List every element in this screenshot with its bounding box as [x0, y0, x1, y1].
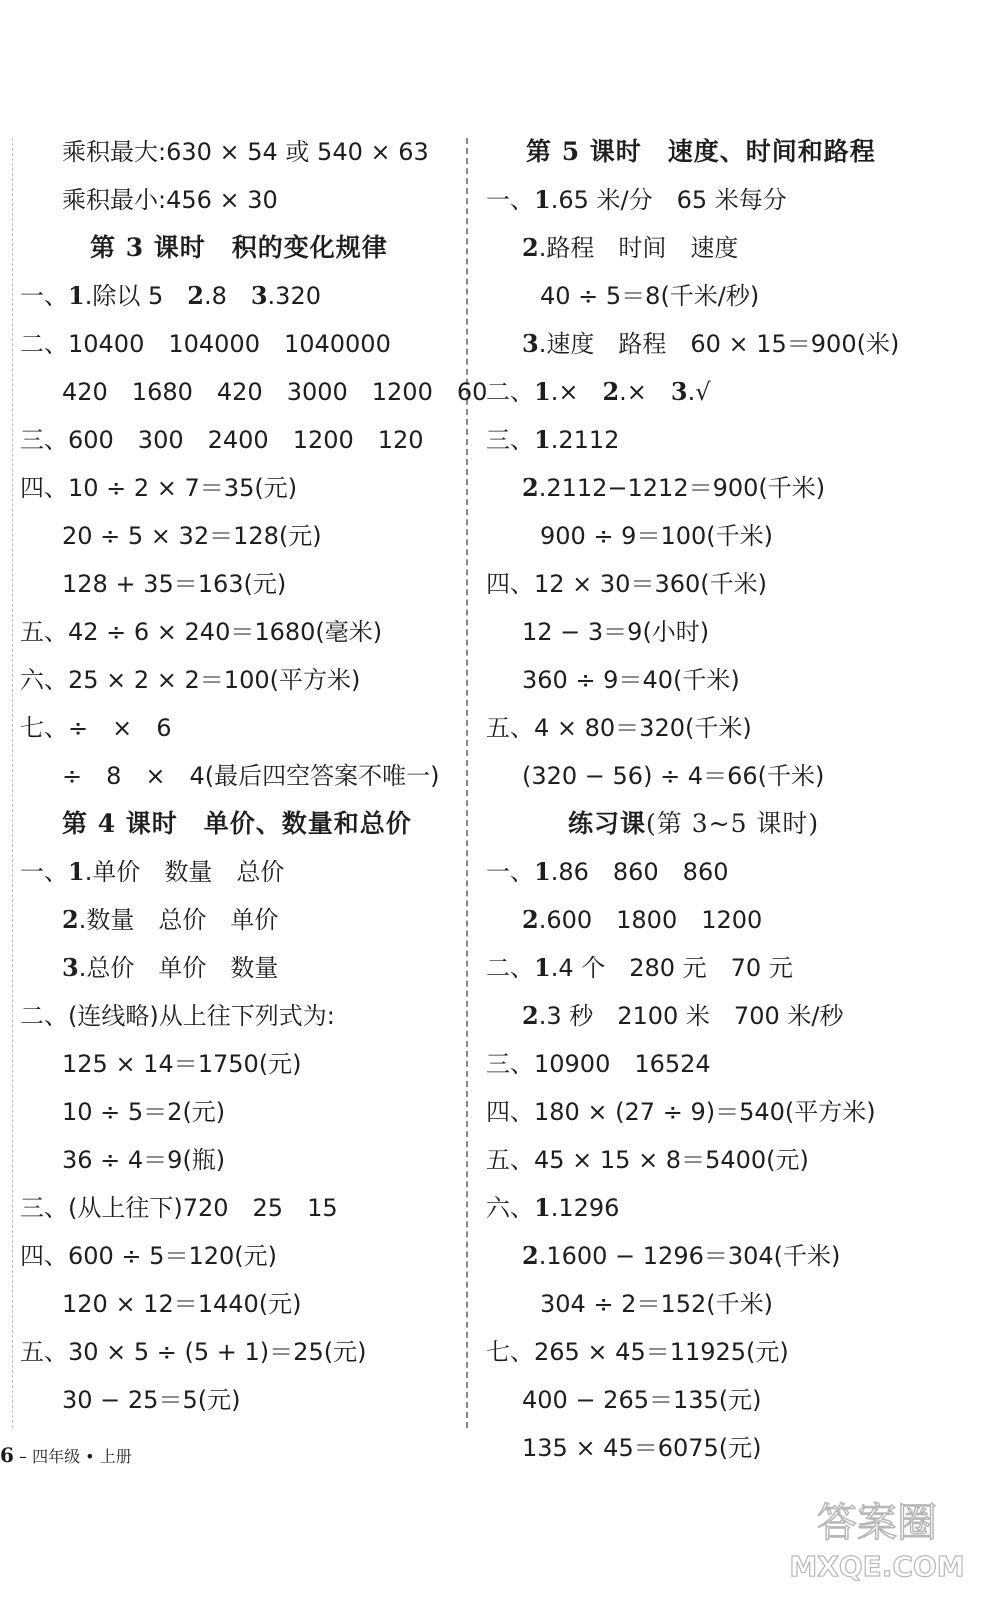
answer-line: 一、1.单价 数量 总价 [20, 857, 285, 886]
answer-line: (320 − 56) ÷ 4＝66(千米) [522, 762, 825, 790]
page-footer [0, 1440, 132, 1472]
practice-title: 练习课(第 3~5 课时) [568, 809, 820, 838]
page-number: 6 [0, 1443, 14, 1467]
answer-line: 128 + 35＝163(元) [62, 570, 287, 598]
answer-line: 三、10900 16524 [486, 1050, 711, 1078]
answer-line: 20 ÷ 5 × 32＝128(元) [62, 522, 322, 550]
answer-line: 四、600 ÷ 5＝120(元) [20, 1242, 277, 1270]
answer-line: 一、1.65 米/分 65 米每分 [486, 185, 787, 214]
answer-line: 七、÷ × 6 [20, 714, 172, 742]
answer-line: 40 ÷ 5＝8(千米/秒) [540, 282, 760, 310]
answer-line: 900 ÷ 9＝100(千米) [540, 522, 773, 550]
answer-line: 二、10400 104000 1040000 [20, 330, 391, 358]
answer-line: 2.数量 总价 单价 [62, 905, 279, 934]
answer-line: 2.2112−1212＝900(千米) [522, 473, 826, 502]
lesson-4-title: 第 4 课时 单价、数量和总价 [62, 809, 412, 838]
answer-line: 二、(连线略)从上往下列式为: [20, 1002, 335, 1030]
answer-line: 10 ÷ 5＝2(元) [62, 1098, 226, 1126]
answer-line: 2.路程 时间 速度 [522, 233, 739, 262]
answer-line: 420 1680 420 3000 1200 60 [62, 378, 488, 406]
answer-line: 2.3 秒 2100 米 700 米/秒 [522, 1001, 844, 1030]
answer-line: 二、1.× 2.× 3.√ [486, 377, 711, 406]
right-column [486, 128, 976, 1472]
answer-line: 二、1.4 个 280 元 70 元 [486, 953, 793, 982]
answer-line: 125 × 14＝1750(元) [62, 1050, 302, 1078]
answer-line: 36 ÷ 4＝9(瓶) [62, 1146, 226, 1174]
lesson-3-title: 第 3 课时 积的变化规律 [90, 233, 388, 262]
answer-line: 400 − 265＝135(元) [522, 1386, 762, 1414]
answer-line: 乘积最小:456 × 30 [62, 186, 278, 214]
answer-line: 五、45 × 15 × 8＝5400(元) [486, 1146, 809, 1174]
answer-line: 3.速度 路程 60 × 15＝900(米) [522, 329, 900, 358]
answer-line: 六、1.1296 [486, 1193, 620, 1222]
answer-line: 三、(从上往下)720 25 15 [20, 1194, 338, 1222]
watermark-top-text: 答案圈 [817, 1500, 937, 1546]
answer-line: 12 − 3＝9(小时) [522, 618, 710, 646]
answer-line: 四、12 × 30＝360(千米) [486, 570, 767, 598]
answer-line: 四、10 ÷ 2 × 7＝35(元) [20, 474, 298, 502]
left-column [20, 128, 488, 1424]
answer-line: 2.1600 − 1296＝304(千米) [522, 1241, 841, 1270]
answer-line: 七、265 × 45＝11925(元) [486, 1338, 789, 1366]
answer-line: 五、4 × 80＝320(千米) [486, 714, 752, 742]
answer-line: 一、1.除以 5 2.8 3.320 [20, 281, 321, 310]
answer-line: 3.总价 单价 数量 [62, 953, 279, 982]
answer-line: 2.600 1800 1200 [522, 905, 763, 934]
binding-margin-line [12, 138, 13, 1428]
answer-line: 120 × 12＝1440(元) [62, 1290, 302, 1318]
answer-line: ÷ 8 × 4(最后四空答案不唯一) [62, 762, 440, 790]
answer-line: 360 ÷ 9＝40(千米) [522, 666, 740, 694]
answer-line: 30 − 25＝5(元) [62, 1386, 241, 1414]
watermark-bottom-text: MXQE.COM [789, 1550, 965, 1583]
answer-line: 六、25 × 2 × 2＝100(平方米) [20, 666, 361, 694]
answer-line: 304 ÷ 2＝152(千米) [540, 1290, 773, 1318]
answer-line: 135 × 45＝6075(元) [522, 1434, 762, 1462]
lesson-5-title: 第 5 课时 速度、时间和路程 [526, 137, 876, 166]
watermark-logo [772, 1486, 982, 1586]
answer-line: 三、600 300 2400 1200 120 [20, 426, 424, 454]
answer-line: 乘积最大:630 × 54 或 540 × 63 [62, 138, 429, 166]
answer-line: 五、30 × 5 ÷ (5 + 1)＝25(元) [20, 1338, 367, 1366]
grade-label: 四年级 • 上册 [32, 1447, 132, 1466]
answer-line: 三、1.2112 [486, 425, 620, 454]
answer-line: 五、42 ÷ 6 × 240＝1680(毫米) [20, 618, 383, 646]
answer-line: 四、180 × (27 ÷ 9)＝540(平方米) [486, 1098, 876, 1126]
answer-line: 一、1.86 860 860 [486, 857, 729, 886]
column-divider [466, 138, 468, 1428]
footer-dash: – [13, 1447, 33, 1466]
